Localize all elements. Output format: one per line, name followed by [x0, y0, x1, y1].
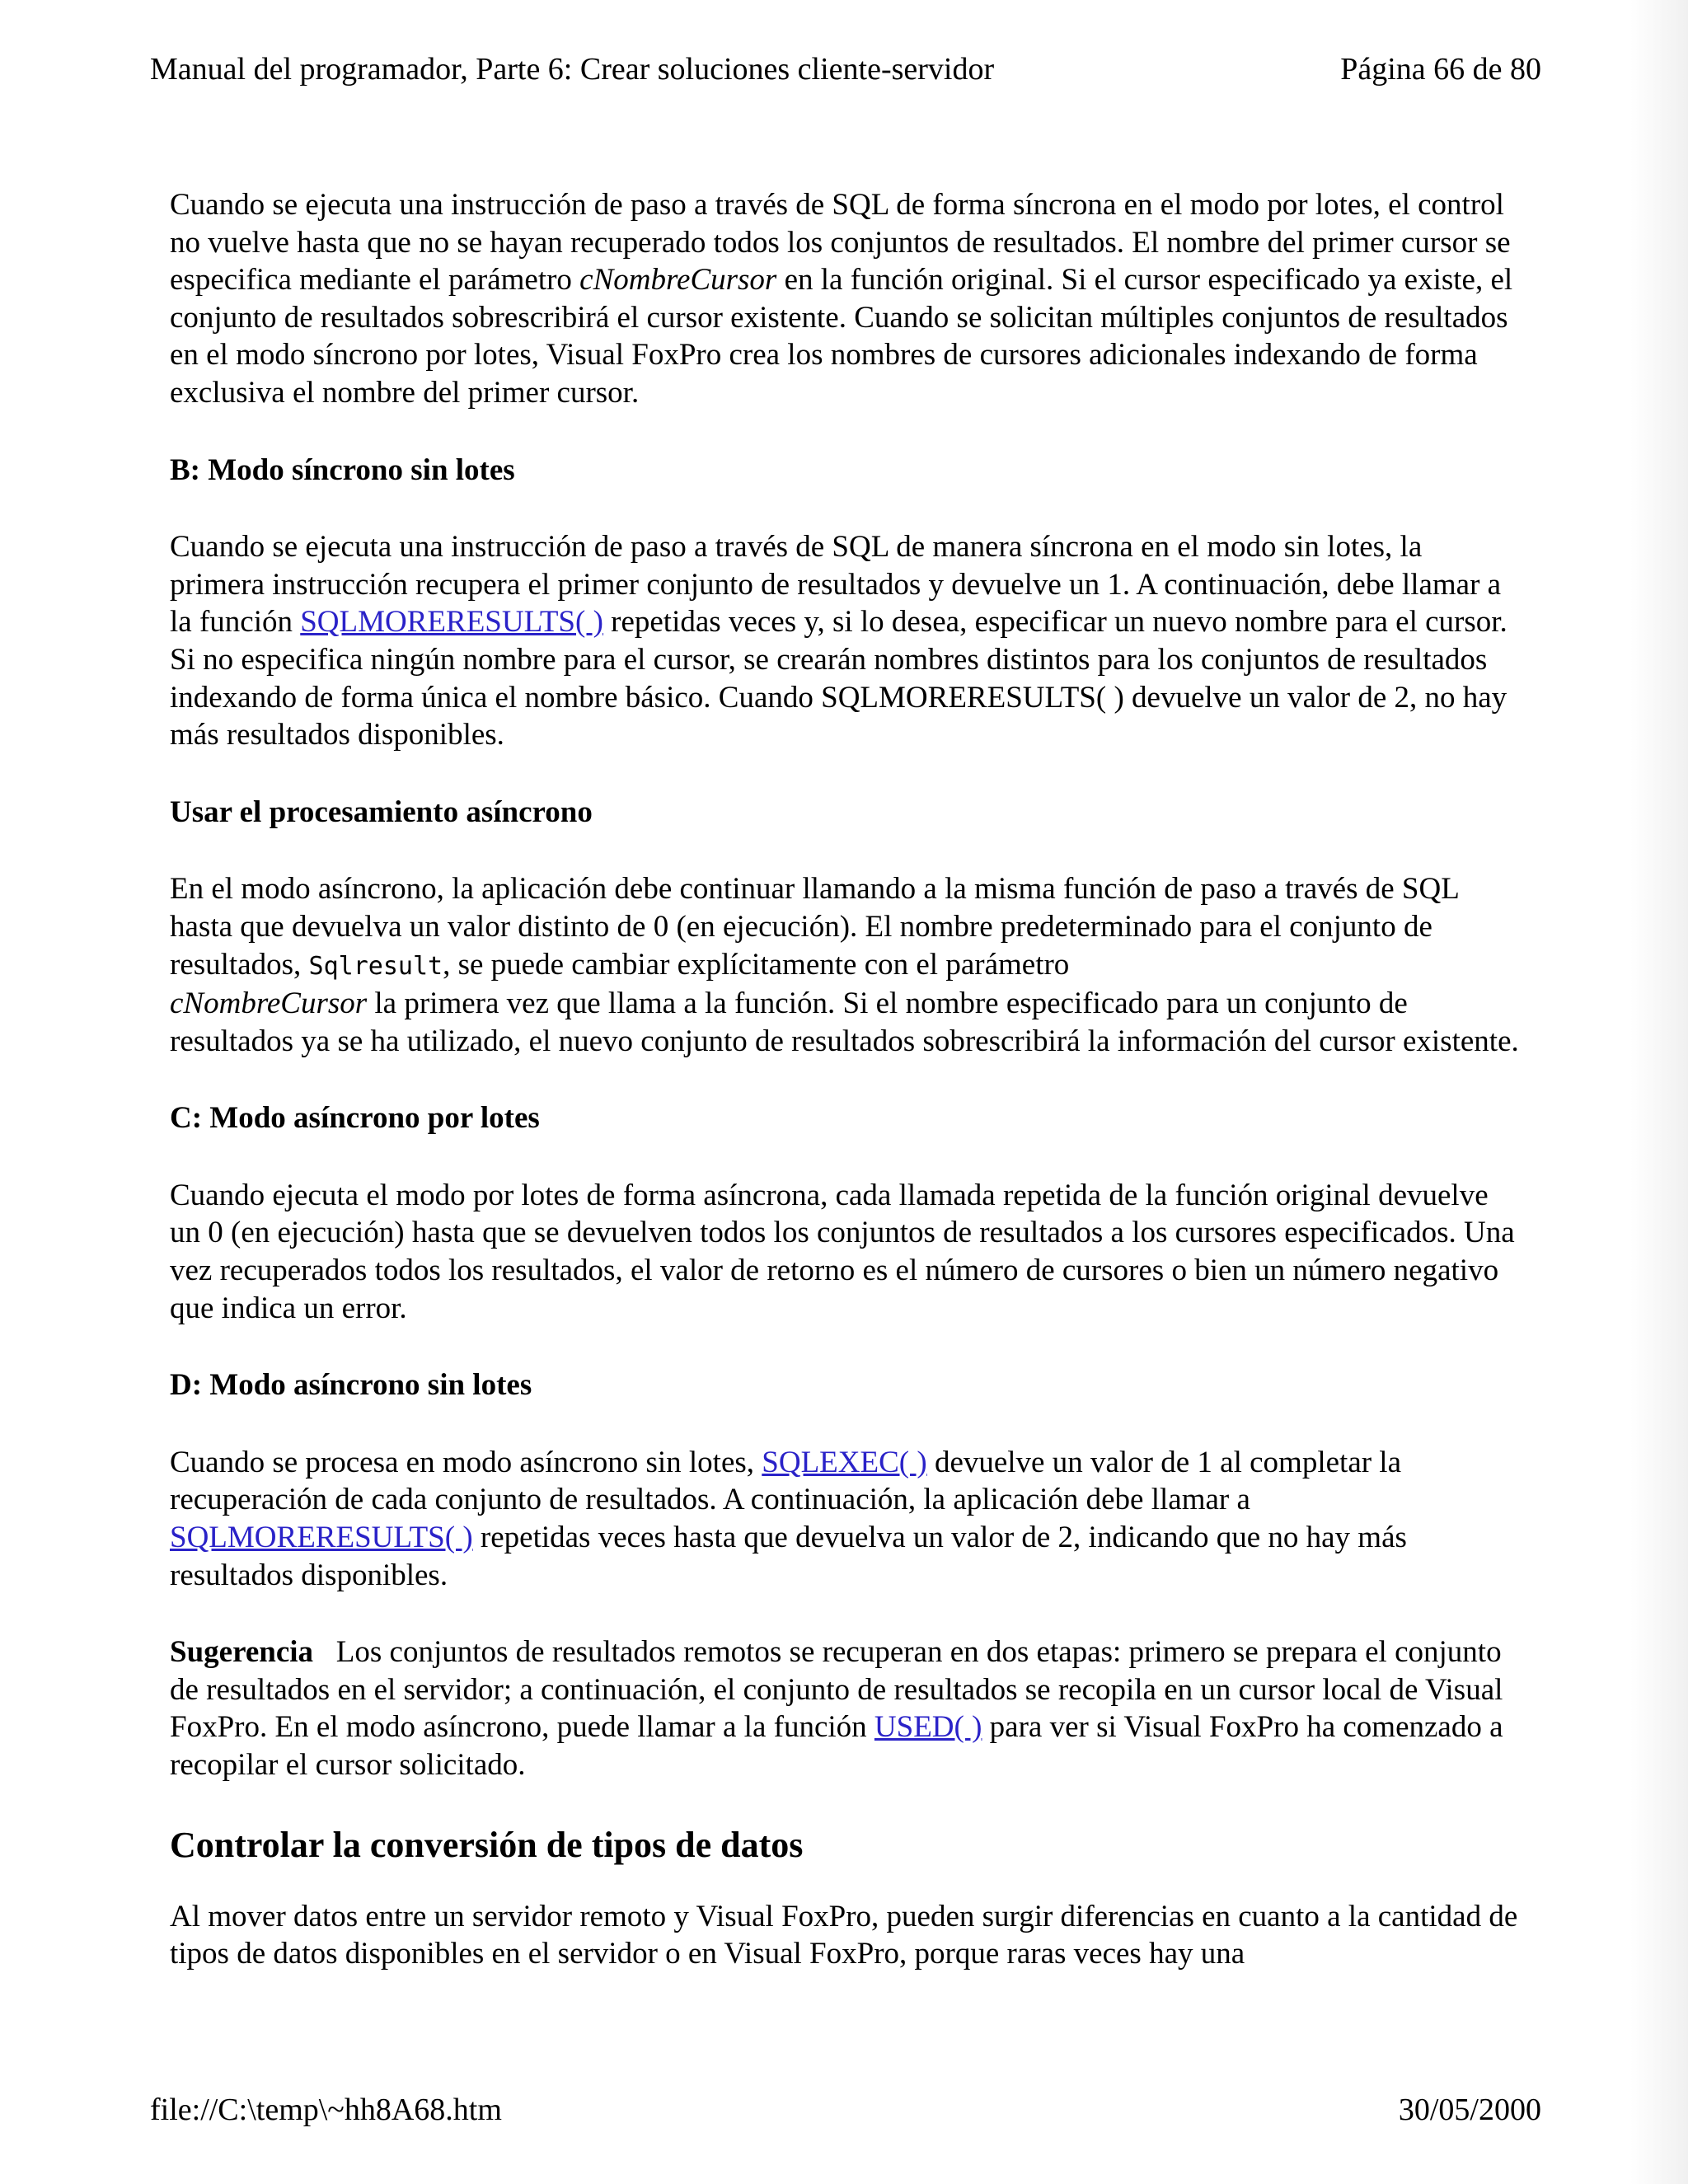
subheading-async-batch: C: Modo asíncrono por lotes [170, 1101, 540, 1136]
document-body [170, 186, 1522, 1973]
paragraph-sync-nonbatch: Cuando se ejecuta una instrucción de paso a través de SQL de manera síncrona en el modo sin lotes, la primera instrucción recupera el primer conjunto de resultados y devuelve un 1. A continuación, debe llamar a la función SQLMORERESULTS( ) repetidas veces y, si lo desea, especificar un nuevo nombre para el cursor. Si no especifica ningún nombre para el cursor, se crearán nombres distintos para los conjuntos de resultados indexando de forma única el nombre básico. Cuando SQLMORERESULTS( ) devuelve un valor de 2, no hay más resultados disponibles. [170, 530, 1507, 752]
used-link[interactable]: USED( ) [874, 1710, 982, 1745]
section-heading: Controlar la conversión de tipos de datos [170, 1824, 804, 1865]
code-sqlresult: Sqlresult [308, 951, 443, 981]
paragraph-sync-batch: Cuando se ejecuta una instrucción de paso a través de SQL de forma síncrona en el modo por lotes, el control no vuelve hasta que no se hayan recuperado todos los conjuntos de resultados. El nombre del primer cursor se especifica mediante el parámetro cNombreCursor en la función original. Si el cursor especificado ya existe, el conjunto de resultados sobrescribirá el cursor existente. Cuando se solicitan múltiples conjuntos de resultados en el modo síncrono por lotes, Visual FoxPro crea los nombres de cursores adicionales indexando de forma exclusiva el nombre del primer cursor. [170, 188, 1513, 410]
subheading-sync-nonbatch: B: Modo síncrono sin lotes [170, 452, 515, 487]
page-header [150, 51, 1541, 87]
paragraph-async-batch: Cuando ejecuta el modo por lotes de forma asíncrona, cada llamada repetida de la función original devuelve un 0 (en ejecución) hasta que se devuelven todos los conjuntos de resultados a los cursores especificados. Una vez recuperados todos los resultados, el valor de retorno es el número de cursores o bien un número negativo que indica un error. [170, 1178, 1515, 1325]
sqlmoreresults-link[interactable]: SQLMORERESULTS( ) [300, 605, 603, 640]
file-path: file://C:\temp\~hh8A68.htm [150, 2093, 502, 2127]
page-edge-shadow [1630, 0, 1688, 2184]
document-title: Manual del programador, Parte 6: Crear soluciones cliente-servidor [150, 52, 995, 87]
subheading-async-nonbatch: D: Modo asíncrono sin lotes [170, 1368, 532, 1403]
param-name: cNombreCursor [170, 987, 368, 1021]
page-footer [150, 2092, 1541, 2128]
tip-label: Sugerencia [170, 1635, 314, 1670]
page-number: Página 66 de 80 [1340, 52, 1541, 87]
subheading-async: Usar el procesamiento asíncrono [170, 794, 593, 829]
print-date: 30/05/2000 [1398, 2093, 1541, 2127]
paragraph-async: En el modo asíncrono, la aplicación debe continuar llamando a la misma función de paso a través de SQL hasta que devuelva un valor distinto de 0 (en ejecución). El nombre predeterminado para el conjunto de resultados, Sqlresult, se puede cambiar explícitamente con el parámetro cNombreCursor la primera vez que llama a la función. Si el nombre especificado para un conjunto de resultados ya se ha utilizado, el nuevo conjunto de resultados sobrescribirá la información del cursor existente. [170, 872, 1519, 1058]
tip-note: Sugerencia Los conjuntos de resultados remotos se recuperan en dos etapas: primero se prepara el conjunto de resultados en el servidor; a continuación, el conjunto de resultados se recopila en un cursor local de Visual FoxPro. En el modo asíncrono, puede llamar a la función USED( ) para ver si Visual FoxPro ha comenzado a recopilar el cursor solicitado. [170, 1635, 1511, 1782]
paragraph-async-nonbatch: Cuando se procesa en modo asíncrono sin lotes, SQLEXEC( ) devuelve un valor de 1 al completar la recuperación de cada conjunto de resultados. A continuación, la aplicación debe llamar a SQLMORERESULTS( ) repetidas veces hasta que devuelva un valor de 2, indicando que no hay más resultados disponibles. [170, 1445, 1407, 1592]
paragraph-data-types: Al mover datos entre un servidor remoto y Visual FoxPro, pueden surgir diferencias en cuanto a la cantidad de tipos de datos disponibles en el servidor o en Visual FoxPro, porque raras veces hay una [170, 1899, 1518, 1971]
sqlexec-link[interactable]: SQLEXEC( ) [762, 1445, 927, 1479]
param-name: cNombreCursor [579, 263, 777, 298]
sqlmoreresults-link[interactable]: SQLMORERESULTS( ) [170, 1521, 473, 1555]
